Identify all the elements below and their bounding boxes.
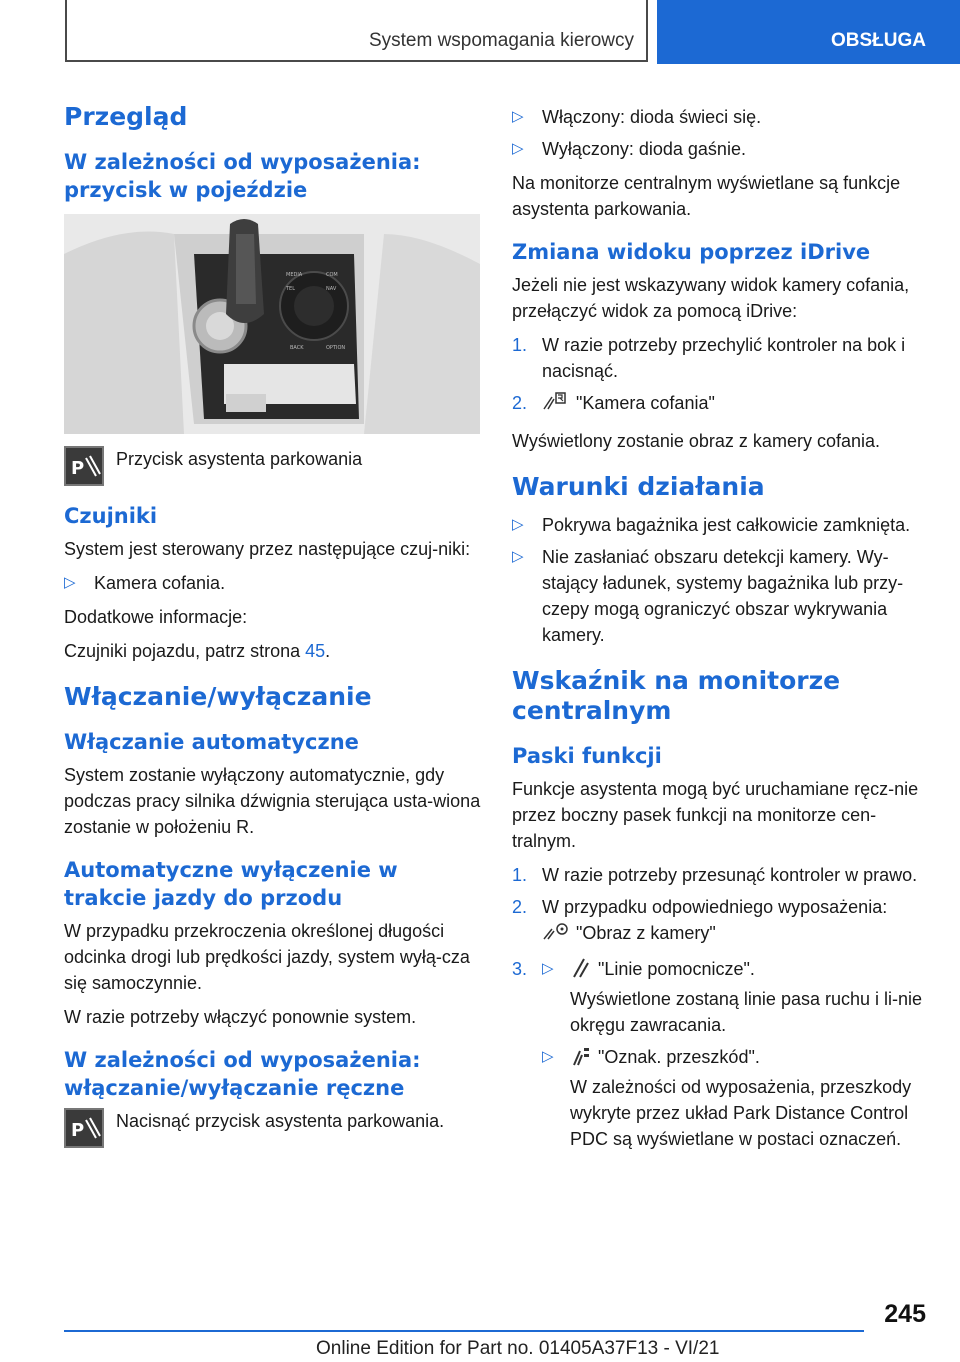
heading-wskaznik: Wskaźnik na monitorze centralnym	[512, 666, 841, 725]
list-item: ▷ Pokrywa bagażnika jest całkowicie zamknięta.	[512, 512, 932, 538]
automatyczne-text: System zostanie wyłączony automatycznie, gdy podczas pracy silnika dźwignia sterująca usta-wiona zostanie w położeniu R.	[64, 765, 481, 837]
sub-item-desc: Wyświetlone zostaną linie pasa ruchu i li-nie okręgu zawracania.	[570, 989, 923, 1035]
list-item: 1. W razie potrzeby przesunąć kontroler w prawo.	[512, 865, 918, 885]
console-label-com: COM	[326, 272, 338, 278]
left-column	[64, 96, 484, 1156]
list-item: ▷ Wyłączony: dioda gaśnie.	[512, 136, 932, 162]
czujniki-list	[64, 570, 484, 596]
sub-item: ▷ "Oznak. przeszkód".	[542, 1044, 932, 1074]
console-label-back: BACK	[290, 345, 304, 351]
triangle-bullet-icon: ▷	[512, 516, 524, 533]
header-title: System wspomagania kierowcy	[368, 30, 634, 51]
heading-przeglad: Przegląd	[64, 102, 188, 131]
console-photo	[64, 214, 480, 434]
photo-caption: Przycisk asystenta parkowania	[116, 449, 363, 469]
paski-steps	[512, 862, 932, 1152]
triangle-bullet-icon: ▷	[64, 574, 76, 591]
caption-row	[64, 446, 484, 486]
ponownie-text: W razie potrzeby włączyć ponownie system.	[64, 1007, 417, 1027]
reczne-text: Nacisnąć przycisk asystenta parkowania.	[116, 1111, 445, 1131]
header-frame	[65, 0, 648, 62]
reczne-row	[64, 1108, 484, 1148]
obstacle-marking-icon	[570, 1045, 592, 1074]
list-item: 2. "Kamera cofania"	[512, 390, 932, 420]
heading-warunki: Warunki działania	[512, 472, 765, 501]
list-item: 1. W razie potrzeby przechylić kontroler na bok i nacisnąć.	[512, 335, 906, 381]
svg-text:P: P	[71, 1120, 85, 1141]
heading-wlaczanie: Włączanie/wyłączanie	[64, 682, 372, 711]
page-number: 245	[884, 1300, 926, 1328]
sub-item-desc: W zależności od wyposażenia, przeszkody wykryte przez układ Park Distance Control PDC są wyświetlane w postaci oznaczeń.	[570, 1077, 912, 1149]
footer-divider	[64, 1330, 864, 1332]
console-label-option: OPTION	[326, 345, 346, 351]
footer-edition: Online Edition for Part no. 01405A37F13 - VI/21	[316, 1338, 720, 1359]
park-assist-button-icon	[64, 446, 104, 486]
heading-paski: Paski funkcji	[512, 744, 662, 768]
triangle-bullet-icon: ▷	[512, 140, 524, 157]
zmiana-text: Jeżeli nie jest wskazywany widok kamery cofania, przełączyć widok za pomocą iDrive:	[512, 275, 910, 321]
zmiana-steps	[512, 332, 932, 420]
sub-item: ▷ "Linie pomocnicze".	[542, 956, 932, 986]
camera-view-icon	[542, 921, 570, 950]
warunki-list	[512, 512, 932, 648]
czujniki-pojazdu-text: Czujniki pojazdu, patrz strona 45.	[64, 641, 331, 661]
list-item: ▷ Kamera cofania.	[64, 570, 484, 596]
rear-camera-icon	[542, 391, 570, 420]
triangle-bullet-icon: ▷	[542, 1048, 554, 1065]
list-item: ▷ Nie zasłaniać obszaru detekcji kamery. Wy-stający ładunek, systemy bagażnika lub przy-czepy mogą ograniczyć obszar wykrywania kamery.	[512, 544, 932, 648]
wyswietlony-text: Wyświetlony zostanie obraz z kamery cofania.	[512, 431, 880, 451]
dioda-list	[512, 104, 932, 162]
triangle-bullet-icon: ▷	[512, 548, 524, 565]
list-item: 2. W przypadku odpowiedniego wyposażenia: "Obraz z kamery"	[512, 894, 932, 950]
center-console-illustration	[64, 214, 480, 434]
monitor-text: Na monitorze centralnym wyświetlane są funkcje asystenta parkowania.	[512, 173, 901, 219]
console-label-nav: NAV	[326, 286, 337, 292]
heading-zmiana: Zmiana widoku poprzez iDrive	[512, 240, 871, 264]
triangle-bullet-icon: ▷	[542, 960, 554, 977]
heading-reczne: W zależności od wyposażenia: włączanie/wyłączanie ręczne	[64, 1048, 421, 1100]
guide-lines-icon	[570, 957, 592, 986]
czujniki-text: System jest sterowany przez następujące czuj-niki:	[64, 539, 471, 559]
console-label-tel: TEL	[286, 286, 295, 292]
right-column	[512, 96, 932, 1160]
wylaczenie-text: W przypadku przekroczenia określonej długości odcinka drogi lub prędkości jazdy, system wyłą-cza się samoczynnie.	[64, 921, 470, 993]
page-link[interactable]: 45	[305, 641, 326, 661]
paski-text: Funkcje asystenta mogą być uruchamiane ręcz-nie przez boczny pasek funkcji na monitorze cen-tralnym.	[512, 779, 919, 851]
list-item: 3. ▷ "Linie pomocnicze". Wyświetlone zostaną linie pasa ruchu i li-nie okręgu zawracania. ▷ "Oznak. przeszkód". W zależności od wyposażenia, przeszkody wykryte przez układ Park Distance Control PDC są wyświetlane w postaci oznaczeń.	[512, 956, 932, 1152]
dodatkowe-text: Dodatkowe informacje:	[64, 607, 248, 627]
park-assist-button-icon	[64, 1108, 104, 1148]
heading-automatyczne: Włączanie automatyczne	[64, 730, 359, 754]
list-item: ▷ Włączony: dioda świeci się.	[512, 104, 932, 130]
console-label-media: MEDIA	[286, 272, 303, 278]
heading-czujniki: Czujniki	[64, 504, 158, 528]
heading-wylaczenie: Automatyczne wyłączenie w trakcie jazdy do przodu	[64, 858, 398, 910]
heading-przycisk: W zależności od wyposażenia: przycisk w pojeździe	[64, 150, 421, 202]
svg-text:P: P	[71, 458, 85, 479]
triangle-bullet-icon: ▷	[512, 108, 524, 125]
tab-obsluga[interactable]: OBSŁUGA	[657, 0, 960, 64]
